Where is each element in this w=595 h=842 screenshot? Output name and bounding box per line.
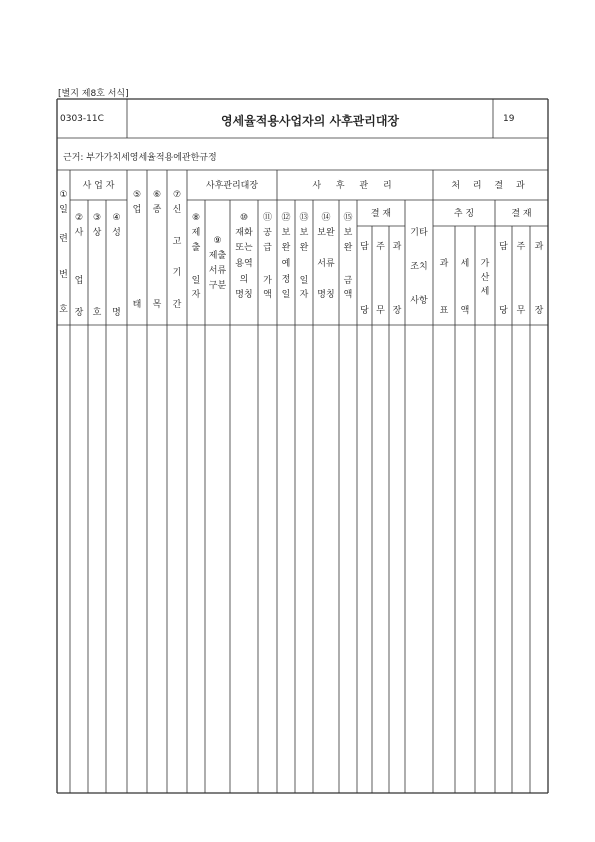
group-approval-2: 결 재 — [511, 209, 532, 219]
group-approval-1: 결 재 — [370, 209, 392, 219]
ledger-body[interactable] — [58, 326, 547, 792]
group-post-management: 사 후 관 리 — [312, 181, 398, 191]
group-result: 처 리 결 과 — [451, 181, 530, 191]
form-label: [별지 제8호 서식] — [58, 89, 129, 99]
page-number: 19 — [503, 114, 515, 124]
group-post-ledger: 사후관리대장 — [205, 181, 259, 191]
form-code: 0303-11C — [60, 114, 104, 124]
group-business: 사 업 자 — [82, 181, 115, 191]
basis-text: 근거: 부가가치세영세율적용에관한규정 — [63, 153, 217, 163]
group-collection: 추 징 — [453, 209, 475, 219]
page-title: 영세율적용사업자의 사후관리대장 — [220, 114, 400, 128]
